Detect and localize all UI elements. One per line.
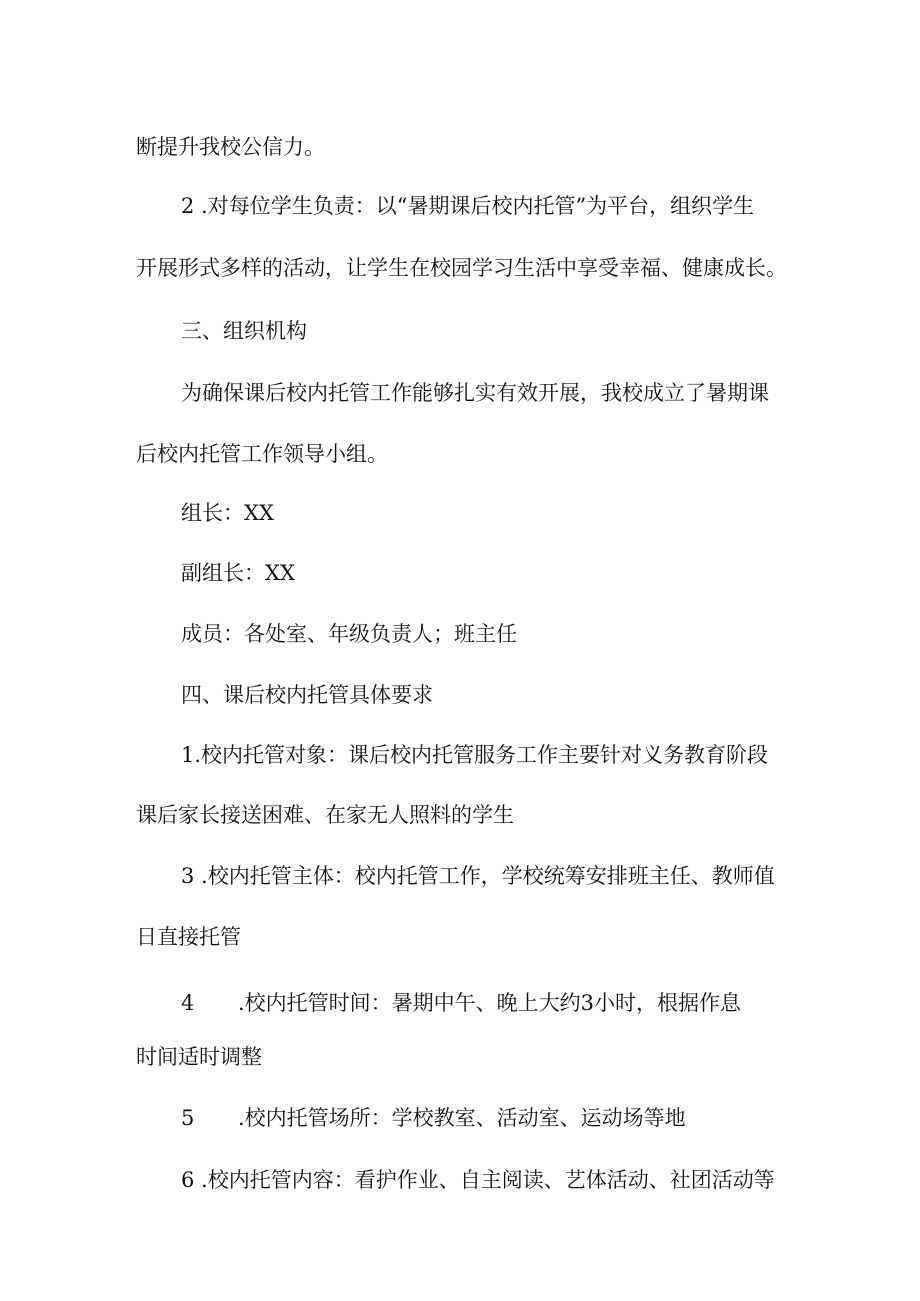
text-line: .校内托管场所：学校教室、活动室、运动场等地 [238,1106,686,1130]
text-line: 为确保课后校内托管工作能够扎实有效开展，我校成立了暑期课 [181,381,769,405]
text-line: 1.校内托管对象：课后校内托管服务工作主要针对义务教育阶段 [181,743,769,767]
text-line: 2 .对每位学生负责：以“暑期课后校内托管”为平台，组织学生 [181,194,755,218]
section-heading: 四、课后校内托管具体要求 [181,683,433,707]
text-line: .校内托管时间：暑期中午、晚上大约3小时，根据作息 [238,991,742,1015]
text-line: 断提升我校公信力。 [136,135,325,159]
text-line: 组长：XX [181,501,274,525]
text-line: 3 .校内托管主体：校内托管工作，学校统筹安排班主任、教师值 [181,864,775,888]
list-number: 4 [181,991,195,1015]
text-line: 后校内托管工作领导小组。 [136,442,388,466]
text-line: 课后家长接送困难、在家无人照料的学生 [136,803,514,827]
text-line: 时间适时调整 [136,1045,262,1069]
text-line: 6 .校内托管内容：看护作业、自主阅读、艺体活动、社团活动等 [181,1168,775,1192]
text-line: 副组长：XX [181,561,295,585]
list-number: 5 [181,1106,195,1130]
text-line: 成员：各处室、年级负责人；班主任 [181,622,517,646]
text-line: 开展形式多样的活动，让学生在校园学习生活中享受幸福、健康成长。 [136,256,787,280]
section-heading: 三、组织机构 [181,319,307,343]
text-line: 日直接托管 [136,925,241,949]
